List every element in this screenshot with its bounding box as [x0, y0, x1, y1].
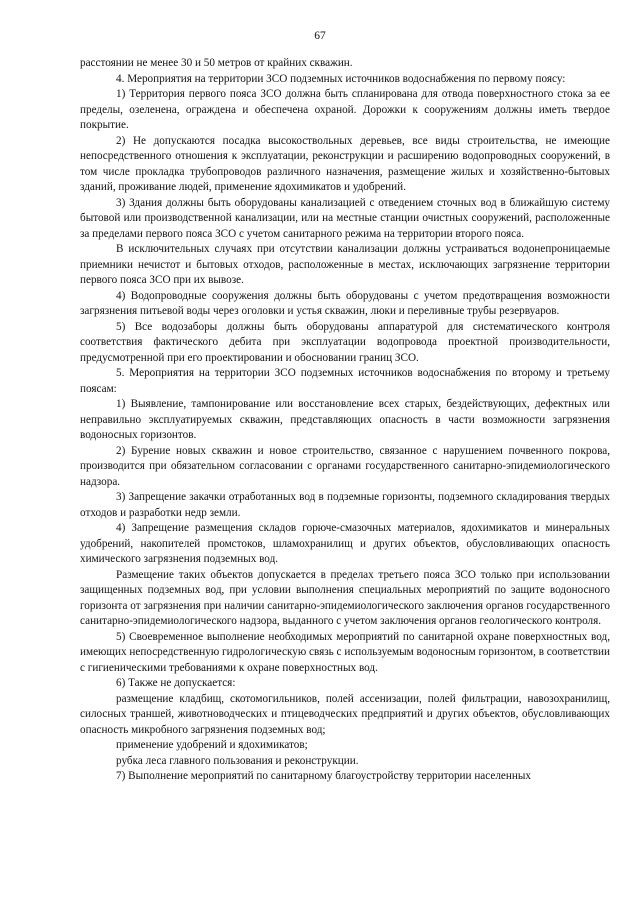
body-text: [80, 56, 610, 785]
paragraph: 2) Не допускаются посадка высокоствольных деревьев, все виды строительства, не имеющие непосредственного отношения к эксплуатации, реконструкции и расширению водопроводных сооружений, в том числе прокладка трубопроводов различного назначения, размещение жилых и хозяйственно-бытовых зданий, проживание людей, применение ядохимикатов и удобрений.: [80, 134, 610, 193]
paragraph: 7) Выполнение мероприятий по санитарному благоустройству территории населенных: [116, 770, 531, 782]
paragraph: 1) Территория первого пояса ЗСО должна быть спланирована для отвода поверхностного стока за ее пределы, озеленена, ограждена и обеспечена охраной. Дорожки к сооружениям должны иметь твердое покрытие.: [80, 88, 610, 131]
paragraph: В исключительных случаях при отсутствии канализации должны устраиваться водонепроницаемые приемники нечистот и бытовых отходов, расположенные в местах, исключающих загрязнение территории первого пояса ЗСО при их вывозе.: [80, 243, 610, 286]
paragraph: 5) Своевременное выполнение необходимых мероприятий по санитарной охране поверхностных вод, имеющих непосредственную гидрологическую связь с используемым водоносным горизонтом, в соответствии с гигиеническими требованиями к охране поверхностных вод.: [80, 630, 610, 674]
paragraph: 5) Все водозаборы должны быть оборудованы аппаратурой для систематического контроля соответствия фактического дебита при эксплуатации водопровода проектной производительности, предусмотренной при его проектировании и обосновании границ ЗСО.: [80, 320, 610, 364]
paragraph: 3) Здания должны быть оборудованы канализацией с отведением сточных вод в ближайшую систему бытовой или производственной канализации, или на местные станции очистных сооружений, расположенные за пределами первого пояса ЗСО с учетом санитарного режима на территории второго пояса.: [80, 196, 610, 240]
paragraph: 2) Бурение новых скважин и новое строительство, связанное с нарушением почвенного покрова, производится при обязательном согласовании с органами государственного санитарно-эпидемиологического надзора.: [80, 444, 610, 488]
paragraph: 4) Запрещение размещения складов горюче-смазочных материалов, ядохимикатов и минеральных удобрений, накопителей промстоков, шламохранилищ и других объектов, обусловливающих опасность химического загрязнения подземных вод.: [80, 522, 610, 565]
page-number: 67: [314, 30, 326, 42]
paragraph: 6) Также не допускается:: [116, 677, 236, 689]
paragraph: 4) Водопроводные сооружения должны быть оборудованы с учетом предотвращения возможности загрязнения питьевой воды через оголовки и устья скважин, люки и переливные трубы резервуаров.: [80, 289, 610, 317]
paragraph: 1) Выявление, тампонирование или восстановление всех старых, бездействующих, дефектных или неправильно эксплуатируемых скважин, представляющих опасность в части возможности загрязнения водоносных горизонтов.: [80, 398, 610, 441]
paragraph: рубка леса главного пользования и реконструкции.: [116, 754, 359, 767]
paragraph: расстоянии не менее 30 и 50 метров от крайних скважин.: [80, 57, 353, 69]
paragraph: размещение кладбищ, скотомогильников, полей ассенизации, полей фильтрации, навозохранилищ, силосных траншей, животноводческих и птицеводческих предприятий и других объектов, обусловливающих опасность микробного загрязнения подземных вод;: [80, 692, 610, 736]
paragraph: применение удобрений и ядохимикатов;: [116, 739, 308, 751]
paragraph: 4. Мероприятия на территории ЗСО подземных источников водоснабжения по первому поясу:: [116, 72, 566, 85]
paragraph: Размещение таких объектов допускается в пределах третьего пояса ЗСО только при использовании защищенных подземных вод, при условии выполнения специальных мероприятий по защите водоносного горизонта от загрязнения при наличии санитарно-эпидемиологического заключения органов государственного санитарно-эпидемиологического надзора, выданного с учетом заключения органов геологического контроля.: [80, 568, 610, 627]
paragraph: 5. Мероприятия на территории ЗСО подземных источников водоснабжения по второму и третьему поясам:: [80, 367, 610, 395]
paragraph: 3) Запрещение закачки отработанных вод в подземные горизонты, подземного складирования твердых отходов и разработки недр земли.: [80, 491, 610, 519]
